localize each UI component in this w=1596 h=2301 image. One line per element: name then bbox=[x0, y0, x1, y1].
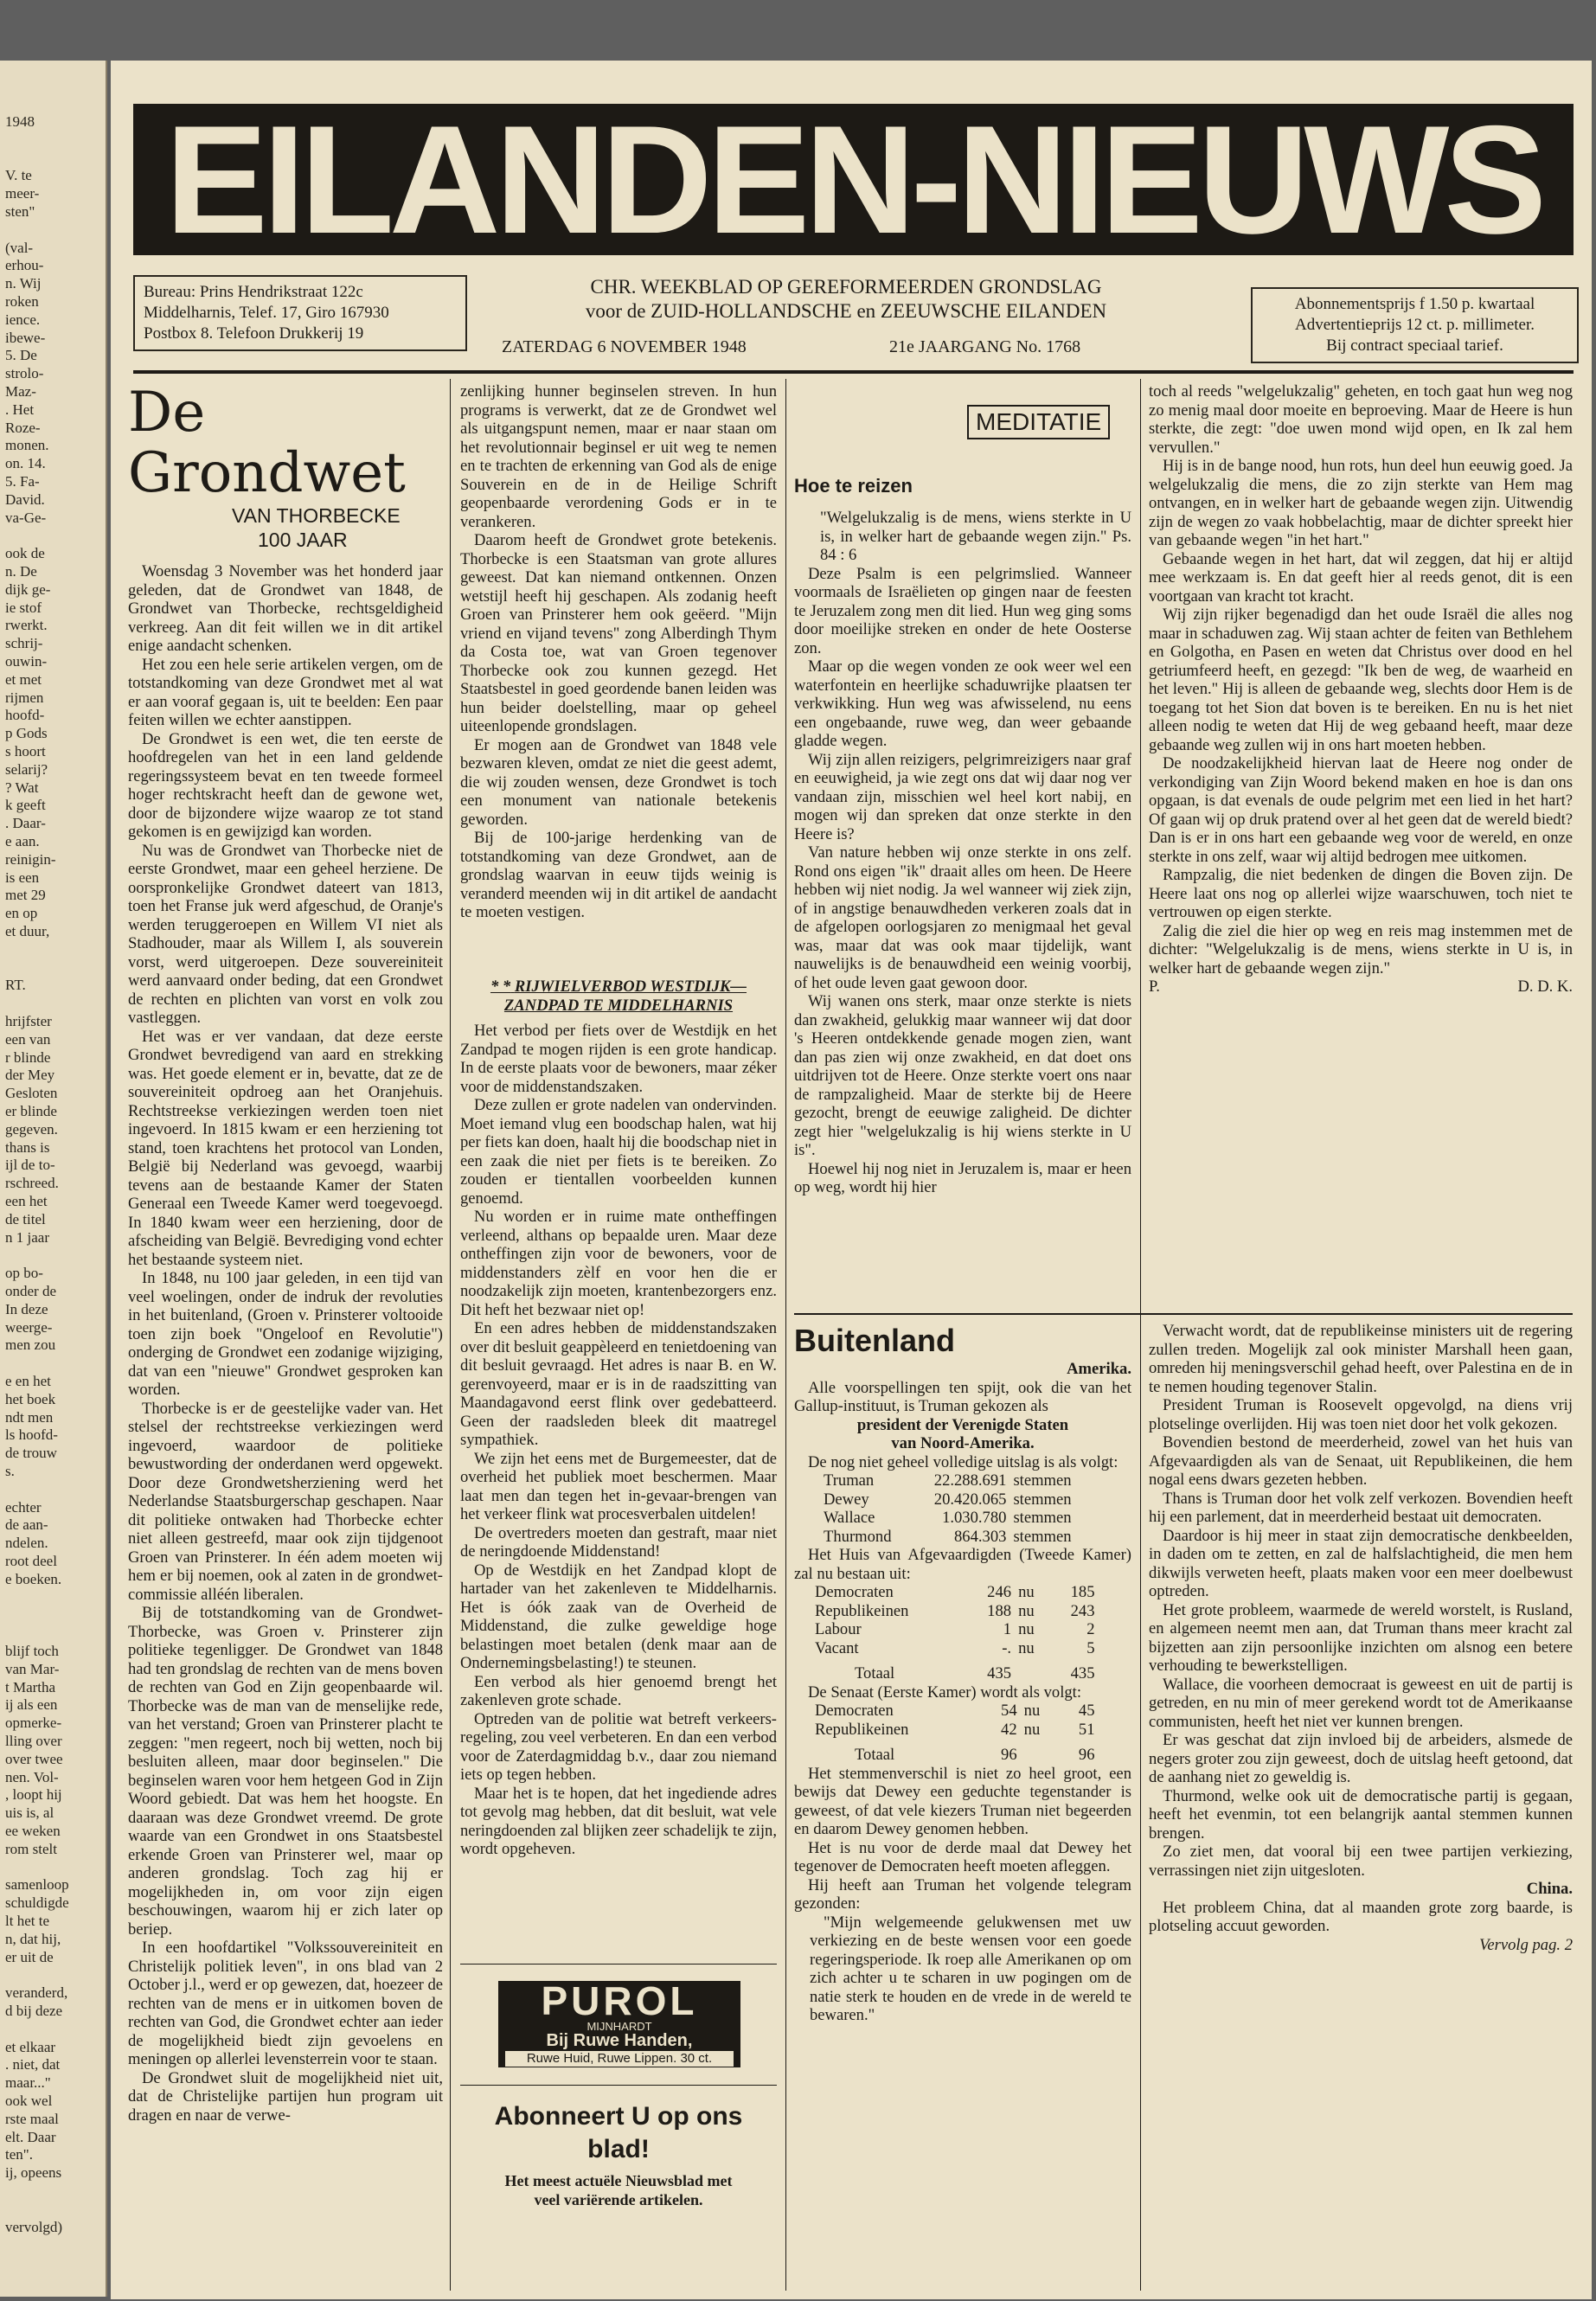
vote-unit: stemmen bbox=[1013, 1509, 1072, 1527]
nu-label: nu bbox=[1018, 1583, 1035, 1601]
signature-line bbox=[1149, 977, 1573, 997]
previous-page-line: hrijfster bbox=[5, 1013, 52, 1029]
paragraph: Hij heeft aan Truman het volgende telegram gezonden: bbox=[794, 1875, 1131, 1913]
previous-page-line: vervolgd) bbox=[5, 2218, 63, 2235]
meditatie-article bbox=[794, 474, 1131, 1304]
paragraph: Nu was de Grondwet van Thorbecke niet de eerste Grondwet, maar een geheel herziene. De oorspronkelijke Grondwet dateert van 1813, toen het Franse juk werd afgeschud, de Oranje's werden teruggeroepen en Willem VI niet als Stadhouder, maar als Willem I, als souverein vorst, werd uitgeroepen. Deze souvereiniteit werd aanvaard onder beding, dat een Grondwet de rechten en plichten van vorst en volk zou vastleggen. bbox=[128, 841, 443, 1027]
party: Republikeinen bbox=[815, 1601, 909, 1620]
seats-new: 188 bbox=[987, 1601, 1012, 1620]
previous-page-line: ij, opeens bbox=[5, 2164, 62, 2182]
candidate: Dewey bbox=[824, 1490, 869, 1509]
previous-page-line: op bo- bbox=[5, 1265, 43, 1282]
paragraph: toch al reeds "welgelukzalig" geheten, en toch gaat hun weg nog zo menig maal door moeite en beproeving. Maar de Heere is hun sterkte, die zegt: "doe uwen mond wijd open, en Ik zal hem vervullen." bbox=[1149, 382, 1573, 457]
total-old: 96 bbox=[1078, 1746, 1095, 1764]
previous-page-line: schrij- bbox=[5, 635, 43, 652]
paragraph: Zalig die ziel die hier op weg en reis mag instemmen met de dichter: "Welgelukzalig is de mens, wiens sterkte in U is, in welker hart de gebaande wegen zijn." bbox=[1149, 921, 1573, 977]
paragraph: En een adres hebben de middenstandszaken over dit besluit geappèleerd en tenietdoening van dit besluit gevraagd. Het adres is naar B. en W. gerenvoyeerd, maar er is in de raadszitting van Maandagavond eerst flink over gedebatteerd. Geen der raadsleden bleek dit maatregel sympathiek. bbox=[460, 1319, 777, 1449]
paragraph: De Grondwet is een wet, die ten eerste de hoofdregelen van het in een land geldende regeringssysteem bevat en ten tweede formeel hoger rechtskracht heeft dan de gewone wet, door de bijzondere wijze waarop ze tot stand gekomen is en gewijzigd kan worden. bbox=[128, 729, 443, 841]
table-row bbox=[811, 1721, 1099, 1740]
previous-page-line: ijl de to- bbox=[5, 1157, 55, 1174]
seats-new: -. bbox=[1002, 1638, 1012, 1657]
paragraph: Het verbod per fiets over de Westdijk en het Zandpad te mogen rijden is een grote handicap. In de eerste plaats voor de bewoners, maar zéker voor de middenstandszaken. bbox=[460, 1022, 777, 1096]
total-new: 435 bbox=[987, 1664, 1012, 1682]
previous-page-line: monen. bbox=[5, 437, 49, 454]
previous-page-line: t Martha bbox=[5, 1678, 56, 1695]
subscribe-line-2: veel variërende artikelen. bbox=[534, 2191, 703, 2208]
previous-page-line: weerge- bbox=[5, 1318, 53, 1336]
previous-page-line: samenloop bbox=[5, 1876, 69, 1894]
senate-table bbox=[811, 1702, 1099, 1765]
subscribe-title: Abonneert U op ons blad! bbox=[494, 2102, 743, 2163]
previous-page-line: n, dat hij, bbox=[5, 1930, 61, 1947]
purol-maker: MIJNHARDT bbox=[586, 2020, 652, 2033]
seats-old: 185 bbox=[1070, 1583, 1095, 1601]
table-total-row bbox=[811, 1739, 1099, 1765]
previous-page-line: reinigin- bbox=[5, 850, 56, 868]
paragraph: De Grondwet sluit de mogelijkheid niet uit, dat de Christelijke partijen hun program uit dragen en naar de verwe- bbox=[128, 2068, 443, 2125]
previous-page-line: over twee bbox=[5, 1750, 63, 1767]
masthead-subtitle bbox=[474, 275, 1218, 324]
office-address: Bureau: Prins Hendrikstraat 122c bbox=[144, 283, 363, 301]
previous-page-line: onder de bbox=[5, 1283, 57, 1299]
purol-line-1: Bij Ruwe Handen, bbox=[546, 2031, 693, 2050]
party: Republikeinen bbox=[815, 1720, 909, 1739]
previous-page-line: hoofd- bbox=[5, 707, 45, 724]
paragraph: In 1848, nu 100 jaar geleden, in een tijd van veel woelingen, onder de indruk der revoluties in het buitenland, (Groen v. Prinsterer voltooide toen zijn boek "Ongeloof en Revolutie") onderging de Grondwet een zodanige wijziging, dat van een "nieuwe" Grondwet gesproken kan worden. bbox=[128, 1269, 443, 1399]
nu-label: nu bbox=[1018, 1638, 1035, 1657]
scripture-quote: "Welgelukzalig is de mens, wiens sterkte in U is, in welker hart de gebaande wegen zijn." Ps. 84 : 6 bbox=[820, 509, 1131, 564]
previous-page-line: een van bbox=[5, 1030, 51, 1048]
rates-info-box bbox=[1251, 287, 1579, 363]
previous-page-line: blijf toch bbox=[5, 1643, 59, 1659]
paragraph: Er mogen aan de Grondwet van 1848 vele bezwaren kleven, omdat ze niet die geest ademt, die wij zouden wensen, deze Grondwet is toch een monument van nationale betekenis geworden. bbox=[460, 735, 777, 829]
previous-page-line: 5. Fa- bbox=[5, 473, 40, 490]
paragraph: Deze zullen er grote nadelen van ondervinden. Moet iemand vlug een boodschap halen, wat hij per fiets kan doen, haalt hij die boodschap niet in een zaak die niet per fiets is te bereiken. Zo zouden er tientallen voorbeelden kunnen genoemd. bbox=[460, 1096, 777, 1208]
paragraph: Het grote probleem, waarmede de wereld worstelt, is Rusland, en algemeen neemt men aan, dat Truman thans meer kracht zal bijzetten aan zijn persoonlijke inzichten om alsnog een betere verhouding te bewerkstelligen. bbox=[1149, 1600, 1573, 1675]
paragraph: Bij de 100-jarige herdenking van de totstandkoming van deze Grondwet, aan de grondslag waarvan in eeuw tijds weinig is veranderd meenden wij in dit artikel de aandacht te moeten vestigen. bbox=[460, 829, 777, 921]
subscribe-line-1: Het meest actuële Nieuwsblad met bbox=[504, 2172, 733, 2189]
section-rule bbox=[794, 1313, 1573, 1315]
seats-new: 54 bbox=[1001, 1702, 1017, 1720]
previous-page-line: roken bbox=[5, 293, 39, 310]
continued-note: Vervolg pag. 2 bbox=[1479, 1935, 1573, 1954]
header-rule bbox=[133, 370, 1574, 374]
previous-page-line: 1948 bbox=[5, 113, 35, 130]
buitenland-title: Buitenland bbox=[794, 1323, 955, 1358]
previous-page-line: gegeven. bbox=[5, 1120, 58, 1138]
seats-old: 2 bbox=[1086, 1620, 1095, 1638]
previous-page-line: Roze- bbox=[5, 419, 41, 436]
previous-page-line: met 29 bbox=[5, 887, 46, 904]
seats-old: 51 bbox=[1078, 1720, 1095, 1739]
previous-page-line: selarij? bbox=[5, 760, 48, 778]
previous-page-line: er uit de bbox=[5, 1948, 54, 1965]
nu-label: nu bbox=[1018, 1620, 1035, 1638]
previous-page-line: on. 14. bbox=[5, 455, 46, 472]
total-label: Totaal bbox=[855, 1746, 895, 1764]
article-heading bbox=[460, 977, 777, 997]
vote-unit: stemmen bbox=[1013, 1471, 1072, 1490]
table-row bbox=[820, 1528, 1090, 1547]
president-line-1: president der Verenigde Staten bbox=[856, 1415, 1069, 1434]
previous-page-line: de titel bbox=[5, 1210, 46, 1227]
paragraph: Wallace, die voorheen democraat is geweest en uit de partij is getreden, en nu min of meer gerekend wordt tot de Amerikaanse communisten, heeft het niet ver kunnen brengen. bbox=[1149, 1675, 1573, 1731]
grondwet-article bbox=[128, 382, 443, 2294]
amerika-label: Amerika. bbox=[1067, 1360, 1131, 1378]
region-description: voor de ZUID-HOLLANDSCHE en ZEEUWSCHE EILANDEN bbox=[585, 300, 1107, 322]
previous-page-line: maar..." bbox=[5, 2074, 51, 2092]
previous-page-line: schuldigde bbox=[5, 1894, 69, 1912]
previous-page-line: r blinde bbox=[5, 1048, 51, 1066]
paragraph: Daarom heeft de Grondwet grote betekenis. Thorbecke is een Staatsman van grote allures geweest. Dat kan niemand ontkennen. Onzen wetstijl heeft hij geschapen. Als zodanig heeft Groen van Prinsterer hem ook geëerd. "Mijn vriend en vijand tevens" zong Alberdingh Thym da Costa toe, wat van Groen tegenover Thorbecke ook zou kunnen gezegd. Het Staatsbestel in goed geordende banen leiden was hun beider doelstelling, maar op geheel uiteenlopende grondslagen. bbox=[460, 531, 777, 735]
paragraph: Daardoor is hij meer in staat zijn democratische denkbeelden, in daden om te zetten, en zal de halfslachtigheid, die men hem dikwijls verweten heeft, plaats maken voor een meer doelbewust optreden. bbox=[1149, 1526, 1573, 1600]
party: Labour bbox=[815, 1620, 862, 1638]
previous-page-line: ibewe- bbox=[5, 329, 46, 346]
previous-page-line: van Mar- bbox=[5, 1660, 60, 1677]
paragraph: De overtreders moeten dan gestraft, maar niet de neringdoende Middenstand! bbox=[460, 1523, 777, 1561]
advertising-price: Advertentieprijs 12 ct. p. millimeter. bbox=[1294, 316, 1535, 334]
previous-page-line: ? Wat bbox=[5, 779, 39, 796]
previous-page-line: er blinde bbox=[5, 1103, 57, 1119]
previous-page-line: . Daar- bbox=[5, 815, 46, 832]
previous-page-line: rste maal bbox=[5, 2110, 59, 2127]
previous-page-line: ouwin- bbox=[5, 653, 48, 670]
paragraph: Maar op die wegen vonden ze ook weer wel een waterfontein en heerlijke schaduwrijke plaatsen ter verkwikking. Hun weg was afwisselend, nu eens een ongebaande, ruwe weg, dan weer gebaande gladde wegen. bbox=[794, 657, 1131, 750]
previous-page-line: et elkaar bbox=[5, 2038, 56, 2055]
telegram-text: "Mijn welgemeende gelukwensen met uw verkiezing en de beste wensen voor een goede regeringsperiode. Ik roep alle Amerikanen op om zich achter u te scharen in uw pogingen om de natie sterk te houden en de vrede in de wereld te bewaren." bbox=[810, 1913, 1131, 2024]
table-row bbox=[811, 1639, 1099, 1658]
subscribe-notice bbox=[460, 2100, 777, 2209]
seats-old: 5 bbox=[1086, 1638, 1095, 1657]
previous-page-line: . Het bbox=[5, 401, 35, 418]
previous-page-line: lling over bbox=[5, 1733, 62, 1749]
previous-page-line: der Mey bbox=[5, 1067, 55, 1084]
vote-count: 864.303 bbox=[954, 1527, 1007, 1546]
paragraph: Thans is Truman door het volk zelf verkozen. Bovendien heeft hij een parlement, dat in meerderheid bestaat uit democraten. bbox=[1149, 1489, 1573, 1526]
signature-author: D. D. K. bbox=[1517, 977, 1573, 996]
previous-page-line: RT. bbox=[5, 977, 26, 994]
paragraph: Bovendien bestond de meerderheid, zowel van het huis van Afgevaardigden als van de Senaat, uit Republikeinen, die hem nogal eens dwars gezeten hebben. bbox=[1149, 1433, 1573, 1489]
contract-rate: Bij contract speciaal tarief. bbox=[1326, 336, 1503, 355]
subscription-price: Abonnementsprijs f 1.50 p. kwartaal bbox=[1294, 295, 1535, 313]
paragraph: Een verbod als hier genoemd brengt het zakenleven grote schade. bbox=[460, 1672, 777, 1709]
previous-page-line: p Gods bbox=[5, 725, 48, 742]
previous-page-line: 5. De bbox=[5, 347, 37, 364]
paragraph: Zo ziet men, dat vooral bij een twee partijen verkiezing, verrassingen niet zijn uitgesloten. bbox=[1149, 1843, 1573, 1880]
previous-page-line: ndt men bbox=[5, 1408, 54, 1426]
paragraph: zenlijking hunner beginselen streven. In hun programs is verwerkt, dat ze de Grondwet wel als uitgangspunt nemen, maar er naar staan om het revolutionnair beginsel er uit weg te nemen en te trachten de erkenning van God als de enige Souverein en de in de Heilige Schrift geopenbaarde verordening Gods er in te verankeren. bbox=[460, 382, 777, 531]
paragraph: Bij de totstandkoming van de Grondwet-Thorbecke, was Groen v. Prinsterer zijn politieke tegenligger. De Grondwet van 1848 had ten grondslag de rechten van de mens boven de rechten van God en Zijn geopenbaarde wil. Thorbecke was de man van de menselijke rede, van het verstand; Groen van Prinsterer placht te zeggen: "men regeert, noch bij wetten, noch bij besluiten alleen, maar door beginselen." Die beginselen waren voor hem hetgeen God in Zijn Woord gebiedt. Dat was hem het hoogste. En daaraan was deze Grondwet vreemd. De grote waarde van een Grondwet in ons Staatsbestel erkende Groen van Prinsterer wel, maar op anderen grondslag. Toch zag hij er mogelijkheden in, om voor zijn eigen beschouwingen, waarom hij er zich later op beriep. bbox=[128, 1604, 443, 1939]
previous-page-line: elt. Daar bbox=[5, 2128, 56, 2145]
seats-old: 45 bbox=[1078, 1702, 1095, 1720]
paragraph: Deze Psalm is een pelgrimslied. Wanneer voormaals de Israëlieten op gingen naar de feesten te Jeruzalem zong men dit lied. Hun weg ging soms door moeilijke streken en onder de hete Oosterse zon. bbox=[794, 564, 1131, 657]
total-label: Totaal bbox=[855, 1664, 895, 1682]
previous-page-line: strolo- bbox=[5, 365, 44, 382]
previous-page-line: de trouw bbox=[5, 1445, 57, 1462]
total-old: 435 bbox=[1070, 1664, 1095, 1682]
issue-date: ZATERDAG 6 NOVEMBER 1948 bbox=[502, 337, 747, 356]
previous-page-line: rom stelt bbox=[5, 1840, 57, 1857]
seats-old: 243 bbox=[1070, 1601, 1095, 1620]
paragraph: Gebaande wegen in het hart, dat wil zeggen, dat hij er altijd mee werkzaam is. En dat geeft hier al reeds genot, dit is een voortgaan van kracht tot kracht. bbox=[1149, 549, 1573, 606]
office-phone-giro: Middelharnis, Telef. 17, Giro 167930 bbox=[144, 304, 389, 322]
previous-page-line: e aan. bbox=[5, 833, 40, 849]
previous-page-line: de aan- bbox=[5, 1516, 48, 1534]
previous-page-line: k geeft bbox=[5, 797, 46, 814]
previous-page-line: ook wel bbox=[5, 2093, 53, 2109]
vote-count: 1.030.780 bbox=[942, 1509, 1007, 1527]
paragraph: Het was er ver vandaan, dat deze eerste Grondwet bevredigend van aard en strekking was. Het goede element er in, bevatte, dat ze de souvereiniteit opdroeg aan het Oranjehuis. Rechtstreekse verkiezingen werden toen niet ingevoerd. In 1815 kwam er een herziening tot stand, toen krachtens het protocol van Londen, België bij Nederland was gevoegd, waarbij tevens aan de bestaande Kamer der Staten Generaal een Tweede Kamer werd toegevoegd. In 1840 kwam weer een herziening, door de afscheiding van België. Bevrediging vond echter het bestaande systeem niet. bbox=[128, 1027, 443, 1269]
paragraph: Hoewel hij nog niet in Jeruzalem is, maar er heen op weg, wordt hij hier bbox=[794, 1159, 1131, 1196]
grondwet-subtitle-2: 100 JAAR bbox=[258, 529, 348, 551]
table-row bbox=[820, 1471, 1090, 1490]
paragraph: Rampzalig, die niet bedenken de dingen die Boven zijn. De Heere laat ons nog op allerlei wijze waarschuwen, toch niet te vertrouwen op eigen sterkte. bbox=[1149, 866, 1573, 921]
paragraph: Wij zijn rijker begenadigd dan het oude Israël die alles nog maar in schaduwen zag. Wij staan achter de feiten van Bethlehem en Golgotha, en Pasen en weten dat Christus over dood en hel getriumfeerd heeft, en gezegd: "Ik ben de weg, de waarheid en het leven." Hij is alleen de gebaande weg, slechts door Hem is de toegang tot het Sion dat boven is te bereiken. En nu is het niet alleen nodig te weten dat Hij de weg gebaand heeft, maar deze gebaande weg zullen wij in ons hart moeten hebben. bbox=[1149, 606, 1573, 754]
table-row bbox=[811, 1620, 1099, 1639]
vote-unit: stemmen bbox=[1013, 1490, 1072, 1509]
previous-page-line: Gesloten bbox=[5, 1085, 58, 1102]
vote-count: 22.288.691 bbox=[933, 1471, 1007, 1490]
meditatie-continuation bbox=[1149, 382, 1573, 1308]
total-new: 96 bbox=[1001, 1746, 1017, 1764]
table-row bbox=[820, 1509, 1090, 1528]
paragraph: De noodzakelijkheid hiervan laat de Heere nog onder de verkondiging van Zijn Woord bekend maken en hoe is dan ons opgaan, is dat evenals de oude pelgrim met een lied in het hart? Of gaan wij op druk pratend over al het geen dat de wereld biedt? Dan is er in ons hart een gebaande weg voor de wereld, en onze sterkte in ons zelf, waar wij altijd bedrogen mee uitkomen. bbox=[1149, 754, 1573, 866]
heading-line-2: ZANDPAD TE MIDDELHARNIS bbox=[503, 996, 734, 1015]
vote-count: 20.420.065 bbox=[933, 1490, 1007, 1509]
paragraph: De Senaat (Eerste Kamer) wordt als volgt: bbox=[808, 1682, 1081, 1702]
purol-line-2: Ruwe Huid, Ruwe Lippen. 30 ct. bbox=[505, 2051, 734, 2067]
purol-advertisement bbox=[498, 1978, 740, 2067]
previous-page-line: rijmen bbox=[5, 689, 44, 706]
paragraph: Nu worden er in ruime mate ontheffingen verleend, althans op bepaalde uren. Maar deze ontheffingen zijn voor de bewoners, voor de middenstanders zèlf en voor hen die er noodzakelijk zijn moeten, krantenbezorgers enz. Dit heft het bezwaar niet op! bbox=[460, 1208, 777, 1319]
issue-number: 21e JAARGANG No. 1768 bbox=[889, 337, 1081, 356]
column-divider bbox=[1140, 379, 1141, 2291]
paragraph: Optreden van de politie wat betreft verkeers-regeling, zou veel verbeteren. En dan een verbod voor de Zaterdagmiddag b.v., daar zou niemand iets op tegen hebben. bbox=[460, 1709, 777, 1784]
grondwet-continuation bbox=[460, 382, 777, 971]
heading-stars: * * bbox=[490, 977, 511, 996]
previous-page-line: lt het te bbox=[5, 1913, 49, 1929]
paragraph: Hij is in de bange nood, hun rots, hun deel hun eeuwig goed. Ja welgelukzalig die mens, die zo zijn sterkte van Hem mag ontvangen, en in welker hart de gebaande wegen zijn. Uitwendig zijn de wegen zo vaak hobbelachtig, maar de dichter spreekt hier van gebaande wegen "in het hart." bbox=[1149, 457, 1573, 549]
ad-divider bbox=[460, 1964, 777, 1965]
meditatie-label: MEDITATIE bbox=[967, 405, 1110, 439]
party: Democraten bbox=[815, 1583, 894, 1601]
heading-line-1: RIJWIELVERBOD WESTDIJK— bbox=[514, 977, 747, 996]
previous-page-line: sten" bbox=[5, 203, 35, 220]
previous-page-line: n 1 jaar bbox=[5, 1228, 49, 1246]
grondwet-title: De Grondwet bbox=[128, 382, 406, 505]
paragraph: Er was geschat dat zijn invloed bij de arbeiders, alsmede de negers groter zou zijn geweest, doch de uitslag heeft getoond, dat de aanhang niet zo geweldig is. bbox=[1149, 1731, 1573, 1786]
column-divider bbox=[450, 379, 451, 2291]
previous-page-line: erhou- bbox=[5, 257, 44, 274]
votes-table bbox=[820, 1471, 1090, 1546]
nu-label: nu bbox=[1018, 1601, 1035, 1620]
paragraph: Op de Westdijk en het Zandpad klopt de hartader van het zakenleven te Middelharnis. Het is óók zaak van de Overheid de Middenstand, die zulke geweldige hoge belastingen moet betalen (denk maar aan de Ondernemingsbelasting!) te steunen. bbox=[460, 1561, 777, 1672]
candidate: Truman bbox=[824, 1471, 875, 1490]
previous-page-line: d bij deze bbox=[5, 2003, 63, 2019]
party: Democraten bbox=[815, 1702, 894, 1720]
nu-label: nu bbox=[1023, 1702, 1041, 1720]
column-divider bbox=[785, 379, 786, 2291]
previous-page-line: e boeken. bbox=[5, 1570, 62, 1587]
previous-page-line: is een bbox=[5, 868, 40, 886]
previous-page-line: opmerke- bbox=[5, 1715, 62, 1732]
paragraph: Het zou een hele serie artikelen vergen, om de totstandkoming van deze Grondwet met al wat er aan vooraf gegaan is, uit te beelden: Een paar feiten willen we echter aanstippen. bbox=[128, 655, 443, 729]
paragraph: Het is nu voor de derde maal dat Dewey het tegenover de Democraten heeft moeten afleggen. bbox=[794, 1838, 1131, 1875]
previous-page-line: en op bbox=[5, 905, 38, 922]
table-row bbox=[811, 1602, 1099, 1621]
previous-page-line: ndelen. bbox=[5, 1535, 48, 1552]
house-table bbox=[811, 1583, 1099, 1683]
paragraph: Wij zijn allen reizigers, pelgrimreizigers naar graf en eeuwigheid, ja wie zegt ons dat wij daar nog ver vandaan zijn, misschien wel heel kort nabij, en mogen wij dan spreken dat onze sterkte in den Heere is? bbox=[794, 750, 1131, 843]
previous-page-line: rschreed. bbox=[5, 1175, 59, 1192]
previous-page-line: root deel bbox=[5, 1553, 57, 1569]
previous-page-line: ij als een bbox=[5, 1696, 58, 1714]
meditatie-heading: Hoe te reizen bbox=[794, 475, 913, 497]
previous-page-line: echter bbox=[5, 1498, 42, 1516]
weekly-description: CHR. WEEKBLAD OP GEREFORMEERDEN GRONDSLAG bbox=[590, 276, 1102, 298]
buitenland-article bbox=[794, 1322, 1131, 2291]
previous-page-line: In deze bbox=[5, 1300, 48, 1317]
office-postbox: Postbox 8. Telefoon Drukkerij 19 bbox=[144, 324, 364, 343]
paragraph: In een hoofdartikel "Volkssouvereiniteit en Christelijk politiek leven", in ons blad van 2 October j.l., werd er op gewezen, dat, hoezeer de rechten van de mens er in uitkomen boven de rechten van God, die Grondwet echter aan ieder de mogelijkheid biedt zijn gevoelens en meningen op allerlei levensterrein voor te staan. bbox=[128, 1939, 443, 2068]
signature-initial: P. bbox=[1149, 977, 1160, 996]
previous-page-line: ls hoofd- bbox=[5, 1426, 58, 1444]
party: Vacant bbox=[815, 1638, 859, 1657]
paragraph: We zijn het eens met de Burgemeester, dat de overheid het publiek moet beschermen. Maar laat men dan tegen het in-gevaar-brengen van het verkeer flink wat procesverbalen uitdelen! bbox=[460, 1449, 777, 1523]
previous-page-line: Maz- bbox=[5, 383, 36, 400]
previous-page-line: e en het bbox=[5, 1373, 51, 1389]
paragraph: Het probleem China, dat al maanden grote zorg baarde, is plotseling accuut geworden. bbox=[1149, 1898, 1573, 1935]
paragraph: De nog niet geheel volledige uitslag is als volgt: bbox=[808, 1452, 1118, 1471]
seats-new: 42 bbox=[1001, 1720, 1017, 1739]
previous-page-line: , loopt hij bbox=[5, 1786, 62, 1804]
previous-page-line: ie stof bbox=[5, 599, 42, 616]
president-line-2: van Noord-Amerika. bbox=[891, 1434, 1035, 1452]
previous-page-line: ten". bbox=[5, 2146, 33, 2163]
paragraph: Thurmond, welke ook uit de democratische partij is gegaan, heeft het evenmin, tot een belangrijk aantal stemmen kunnen brengen. bbox=[1149, 1786, 1573, 1843]
office-info-box bbox=[133, 275, 467, 351]
grondwet-subtitle-1: VAN THORBECKE bbox=[232, 504, 401, 527]
china-label: China. bbox=[1526, 1880, 1573, 1898]
paragraph: Van nature hebben wij onze sterkte in ons zelf. Rond ons eigen "ik" draait alles om heen. De Heere hebben wij niet nodig. Ja wel wanneer wij ziek zijn, of in angstige benauwdheden verkeren zoals dat in de afgelopen oorlogsjaren zo menigmaal het geval was, maar dat was ook maar tijdelijk, want nauwelijks is de benauwdheid een weinig voorbij, of het oude leven gaat gewoon door. bbox=[794, 843, 1131, 992]
previous-page-line: meer- bbox=[5, 185, 40, 202]
buitenland-continuation bbox=[1149, 1322, 1573, 2291]
table-total-row bbox=[811, 1657, 1099, 1683]
paragraph: Maar het is te hopen, dat het ingediende adres tot gevolg mag hebben, dat dit besluit, wat vele neringdoenden zal blijken zeer schadelijk te zijn, wordt opgeheven. bbox=[460, 1784, 777, 1858]
seats-new: 246 bbox=[987, 1583, 1012, 1601]
previous-page-line: veranderd, bbox=[5, 1984, 68, 2002]
previous-page-line: s hoort bbox=[5, 743, 46, 760]
paragraph: Thorbecke is er de geestelijke vader van. Het stelsel der rechtstreekse verkiezingen werd ingevoerd, waardoor de politieke bewustwording der onderdanen werd opgewekt. Door deze Grondwetsherziening werd het Nederlandse Staatsburgerschap geschapen. Naar dit politieke ontwaken had Thorbecke echter niet alleen gestreefd, maar ook zijn tijdgenoot Groen van Prinsterer. In één adem moeten wij hem er bij noemen, ook al zaten in de grondwet-commissie alléén liberalen. bbox=[128, 1399, 443, 1604]
newspaper-page bbox=[111, 61, 1592, 2299]
previous-page-line: . niet, dat bbox=[5, 2056, 61, 2073]
previous-page-line: ience. bbox=[5, 311, 41, 328]
previous-page-line: n. De bbox=[5, 563, 37, 580]
previous-page-line: ee weken bbox=[5, 1823, 61, 1839]
vote-unit: stemmen bbox=[1013, 1527, 1072, 1546]
paragraph: President Truman is Roosevelt opgevolgd, na diens vrij plotselinge overlijden. Hij was toen niet door het volk gekozen. bbox=[1149, 1396, 1573, 1433]
paragraph: Het Huis van Afgevaardigden (Tweede Kamer) zal nu bestaan uit: bbox=[794, 1546, 1131, 1583]
previous-page-line: een het bbox=[5, 1193, 48, 1209]
rijwielverbod-article bbox=[460, 977, 777, 1955]
paragraph: Het stemmenverschil is niet zo heel groot, een bewijs dat Dewey een geduchte tegenstander is geweest, of dat vele kiezers Truman niet begeerden en daarom Dewey genomen hebben. bbox=[794, 1764, 1131, 1838]
paragraph: Wij wanen ons sterk, maar onze sterkte is niets dan zwakheid, gelukkig maar wanneer wij dat door 's Heeren ontdekkende genade mogen zien, want dan pas zien wij onze zwakheid, en dat doet ons uitdrijven tot de Heere. Onze sterkte voert ons naar de rampzaligheid. Maar de sterkte bij de Heere gezocht, brengt de eeuwige zaligheid. De dichter zegt hier "welgelukzalig is hij wiens sterkte in U is". bbox=[794, 992, 1131, 1159]
previous-page-line: het boek bbox=[5, 1390, 56, 1407]
nu-label: nu bbox=[1023, 1720, 1041, 1739]
candidate: Wallace bbox=[824, 1509, 875, 1527]
previous-page-line: n. Wij bbox=[5, 275, 42, 292]
table-row bbox=[811, 1702, 1099, 1721]
paragraph: Verwacht wordt, dat de republikeinse ministers uit de regering zullen treden. Mogelijk zal ook minister Marshall heen gaan, omreden hij meningsverschil gehad heeft, over Palestina en de in te nemen houding tegenover Stalin. bbox=[1149, 1322, 1573, 1396]
paragraph: Alle voorspellingen ten spijt, ook die van het Gallup-instituut, is Truman gekozen als bbox=[794, 1378, 1131, 1415]
previous-page-line: thans is bbox=[5, 1138, 50, 1156]
previous-page-line: ook de bbox=[5, 545, 45, 562]
previous-page-line: uis is, al bbox=[5, 1804, 54, 1822]
table-row bbox=[820, 1490, 1090, 1509]
previous-page-line: V. te bbox=[5, 167, 32, 184]
previous-page-line: David. bbox=[5, 490, 45, 508]
previous-page-line: dijk ge- bbox=[5, 580, 51, 598]
previous-page-line: men zou bbox=[5, 1336, 56, 1354]
table-row bbox=[811, 1583, 1099, 1602]
paragraph: Woensdag 3 November was het honderd jaar geleden, dat de Grondwet van 1848, de Grondwet van Thorbecke, rechtsgeldigheid verkreeg. Aan dit feit willen we in dit artikel enige aandacht schenken. bbox=[128, 562, 443, 655]
masthead-title: EILANDEN-NIEUWS bbox=[133, 104, 1574, 255]
previous-page-line: et met bbox=[5, 670, 42, 688]
previous-page-line: (val- bbox=[5, 239, 34, 256]
candidate: Thurmond bbox=[824, 1527, 892, 1546]
previous-page-line: nen. Vol- bbox=[5, 1768, 59, 1785]
previous-page-line: s. bbox=[5, 1463, 15, 1479]
previous-page-line: et duur, bbox=[5, 923, 50, 939]
previous-page-line: va-Ge- bbox=[5, 509, 47, 526]
previous-page-edge bbox=[0, 61, 107, 2297]
purol-brand: PUROL bbox=[541, 1978, 698, 2023]
previous-page-line: rwerkt. bbox=[5, 617, 48, 634]
seats-new: 1 bbox=[1003, 1620, 1012, 1638]
ad-divider bbox=[460, 2085, 777, 2086]
